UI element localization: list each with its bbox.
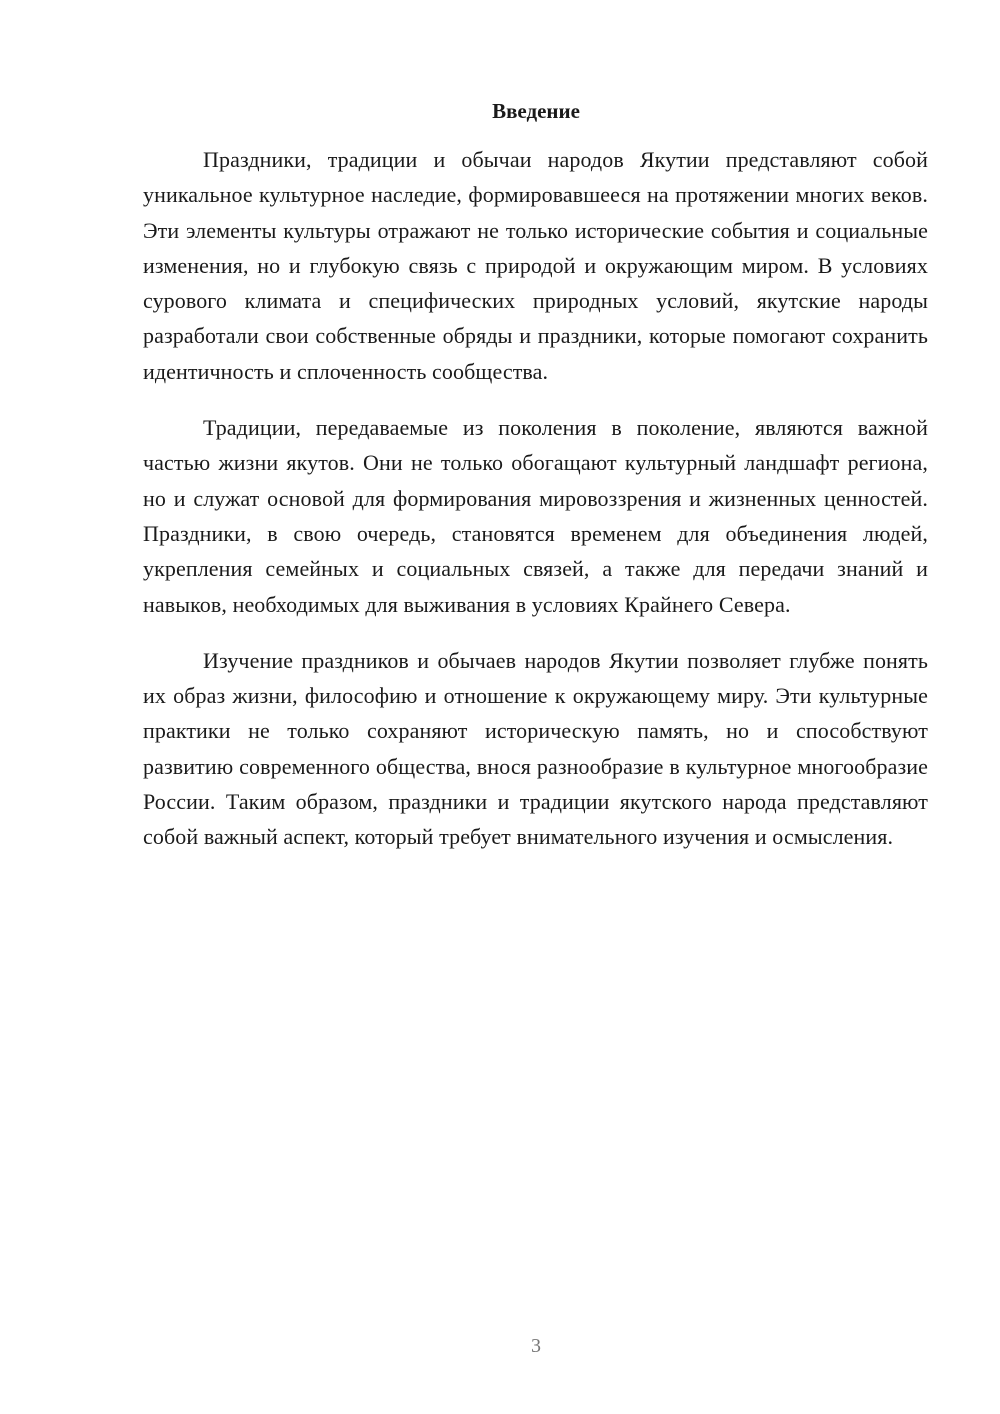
- paragraph-2: Традиции, передаваемые из поколения в поколение, являются важной частью жизни якутов. Они не только обогащают культурный ландшафт региона, но и служат основой для формирования мировоззрения и жизненных ценностей. Праздники, в свою очередь, становятся временем для объединения людей, укрепления семейных и социальных связей, а также для передачи знаний и навыков, необходимых для выживания в условиях Крайнего Севера.: [143, 415, 928, 617]
- paragraph-1: Праздники, традиции и обычаи народов Якутии представляют собой уникальное культурное наследие, формировавшееся на протяжении многих веков. Эти элементы культуры отражают не только исторические события и социальные изменения, но и глубокую связь с природой и окружающим миром. В условиях сурового климата и специфических природных условий, якутские народы разработали свои собственные обряды и праздники, которые помогают сохранить идентичность и сплоченность сообщества.: [143, 147, 928, 384]
- page-number: 3: [531, 1335, 541, 1357]
- section-title: Введение: [492, 99, 580, 123]
- paragraph-3: Изучение праздников и обычаев народов Якутии позволяет глубже понять их образ жизни, философию и отношение к окружающему миру. Эти культурные практики не только сохраняют историческую память, но и способствуют развитию современного общества, внося разнообразие в культурное многообразие России. Таким образом, праздники и традиции якутского народа представляют собой важный аспект, который требует внимательного изучения и осмысления.: [143, 647, 928, 850]
- document-body: [143, 142, 928, 876]
